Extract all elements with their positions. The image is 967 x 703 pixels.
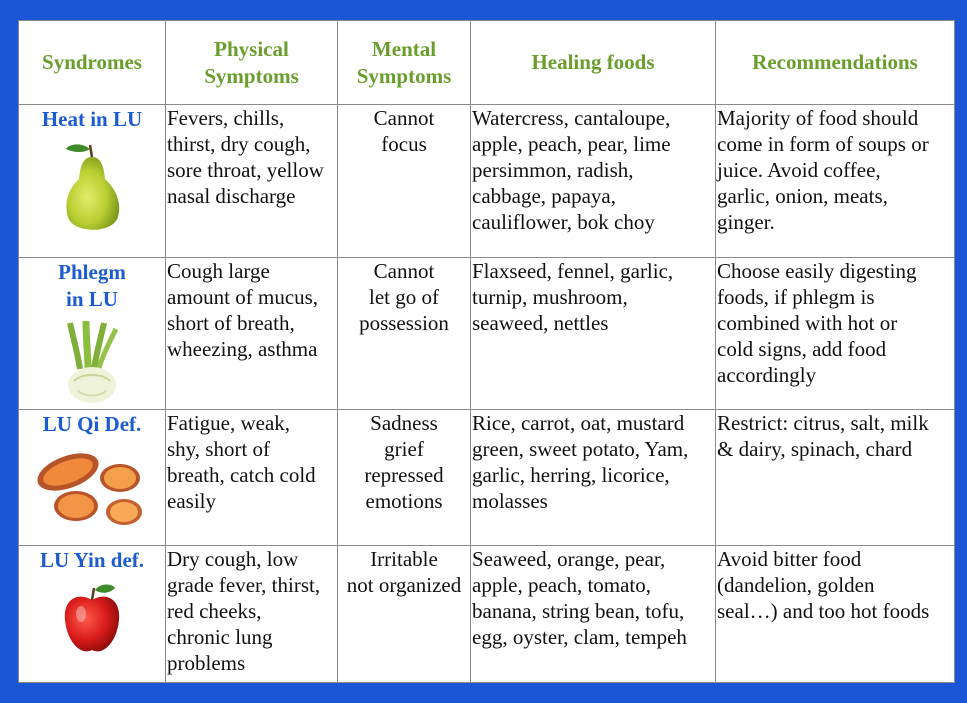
recommendations-cell: Majority of food should come in form of soups or juice. Avoid coffee, garlic, onion, meats, ginger.: [716, 105, 955, 258]
healing-foods-cell: Flaxseed, fennel, garlic, turnip, mushroom, seaweed, nettles: [471, 258, 716, 410]
healing-foods-cell: Seaweed, orange, pear, apple, peach, tomato, banana, string bean, tofu, egg, oyster, clam, tempeh: [471, 546, 716, 683]
physical-symptoms-cell: Fevers, chills, thirst, dry cough, sore throat, yellow nasal discharge: [166, 105, 338, 258]
syndrome-label: LU Yin def.: [39, 548, 145, 572]
apple-icon: [57, 580, 127, 658]
mental-symptoms-cell: Cannot let go of possession: [338, 258, 471, 410]
header-syndromes: Syndromes: [19, 21, 166, 105]
physical-symptoms-cell: Dry cough, low grade fever, thirst, red cheeks, chronic lung problems: [166, 546, 338, 683]
table-row: [19, 105, 955, 258]
physical-symptoms-cell: Fatigue, weak, shy, short of breath, catch cold easily: [166, 410, 338, 546]
header-physical-symptoms: Physical Symptoms: [166, 21, 338, 105]
table-frame: [18, 20, 954, 682]
syndromes-table: [18, 20, 955, 683]
header-healing-foods: Healing foods: [471, 21, 716, 105]
recommendations-cell: Avoid bitter food (dandelion, golden seal…) and too hot foods: [716, 546, 955, 683]
header-row: [19, 21, 955, 105]
physical-symptoms-cell: Cough large amount of mucus, short of breath, wheezing, asthma: [166, 258, 338, 410]
syndrome-label: Phlegm in LU: [58, 260, 126, 311]
header-recommendations: Recommendations: [716, 21, 955, 105]
header-mental-symptoms: Mental Symptoms: [338, 21, 471, 105]
syndrome-label: Heat in LU: [41, 107, 143, 131]
syndrome-cell: [19, 546, 166, 683]
table-row: [19, 258, 955, 410]
mental-symptoms-cell: Irritable not organized: [338, 546, 471, 683]
syndrome-cell: [19, 105, 166, 258]
sweet-potato-icon: [32, 444, 152, 534]
table-row: [19, 546, 955, 683]
syndrome-label: LU Qi Def.: [42, 412, 142, 436]
recommendations-cell: Choose easily digesting foods, if phlegm is combined with hot or cold signs, add food accordingly: [716, 258, 955, 410]
mental-symptoms-cell: Sadness grief repressed emotions: [338, 410, 471, 546]
fennel-icon: [52, 319, 132, 405]
syndrome-cell: [19, 258, 166, 410]
healing-foods-cell: Watercress, cantaloupe, apple, peach, pear, lime persimmon, radish, cabbage, papaya, cauliflower, bok choy: [471, 105, 716, 258]
pear-icon: [52, 139, 132, 239]
table-row: [19, 410, 955, 546]
mental-symptoms-cell: Cannot focus: [338, 105, 471, 258]
syndrome-cell: [19, 410, 166, 546]
recommendations-cell: Restrict: citrus, salt, milk & dairy, spinach, chard: [716, 410, 955, 546]
healing-foods-cell: Rice, carrot, oat, mustard green, sweet potato, Yam, garlic, herring, licorice, molasses: [471, 410, 716, 546]
